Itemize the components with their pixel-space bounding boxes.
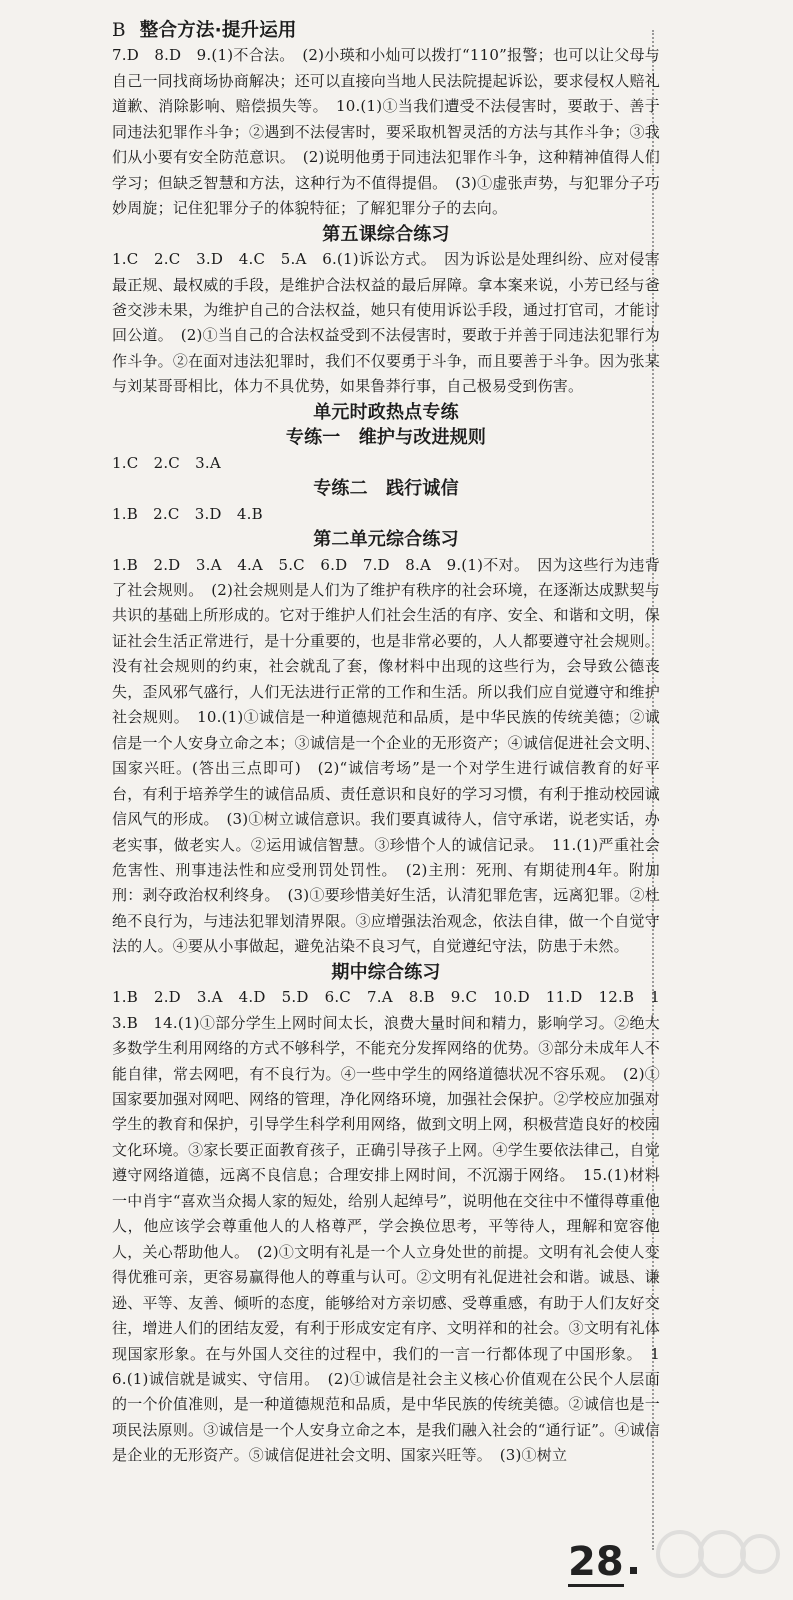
answer-paragraph: 1.B 2.D 3.A 4.A 5.C 6.D 7.D 8.A 9.(1)不对。 因为这些行为违背了社会规则。 (2)社会规则是人们为了维护有秩序的社会环境，在逐渐达成默契与共识的基础上所形成的。它对于维护人们社会生活的有序、安全、和谐和文明，保证社会生活正常进行，是十分重要的，也是非常必要的，人人都要遵守社会规则。没有社会规则的约束，社会就乱了套，像材料中出现的这些行为，会导致公德丧失，歪风邪气盛行，人们无法进行正常的工作和生活。所以我们应自觉遵守和维护社会规则。 10.(1)①诚信是一种道德规范和品质，是中华民族的传统美德；②诚信是一个人安身立命之本；③诚信是一个企业的无形资产；④诚信促进社会文明、国家兴旺。(答出三点即可) (2)“诚信考场”是一个对学生进行诚信教育的好平台，有利于培养学生的诚信品质、责任意识和良好的学习习惯，有利于推动校园诚信风气的形成。 (3)①树立诚信意识。我们要真诚待人，信守承诺，说老实话，办老实事，做老实人。②运用诚信智慧。③珍惜个人的诚信记录。 11.(1)严重社会危害性、刑事违法性和应受刑罚处罚性。 (2)主刑：死刑、有期徒刑4年。附加刑：剥夺政治权利终身。 (3)①要珍惜美好生活，认清犯罪危害，远离犯罪。②杜绝不良行为，与违法犯罪划清界限。③应增强法治观念，依法自律，做一个自觉守法的人。④要从小事做起，避免沾染不良习气，自觉遵纪守法，防患于未然。 <box>112 555 660 956</box>
section-heading <box>112 18 660 43</box>
page-footer <box>568 1540 637 1587</box>
exercise-title: 第五课综合练习 <box>322 223 450 245</box>
page-number: 28 <box>568 1539 624 1585</box>
exercise-title: 专练一 维护与改进规则 <box>285 427 487 449</box>
exercise-title: 单元时政热点专练 <box>313 401 459 423</box>
section-letter: B <box>112 20 126 41</box>
watermark-logo <box>652 1528 782 1588</box>
answer-blocks <box>112 43 660 1468</box>
exercise-title: 专练二 践行诚信 <box>313 478 459 500</box>
answer-paragraph: 1.B 2.C 3.D 4.B <box>112 504 263 523</box>
dot-mark <box>630 1567 637 1574</box>
exercise-title: 期中综合练习 <box>331 961 441 983</box>
answer-paragraph: 7.D 8.D 9.(1)不合法。 (2)小瑛和小灿可以拨打“110”报警；也可以让父母与自己一同找商场协商解决；还可以直接向当地人民法院提起诉讼，要求侵权人赔礼道歉、消除影响、赔偿损失等。 10.(1)①当我们遭受不法侵害时，要敢于、善于同违法犯罪作斗争；②遇到不法侵害时，要采取机智灵活的方法与其作斗争；③我们从小要有安全防范意识。 (2)说明他勇于同违法犯罪作斗争，这种精神值得人们学习；但缺乏智慧和方法，这种行为不值得提倡。 (3)①虚张声势，与犯罪分子巧妙周旋；记住犯罪分子的体貌特征；了解犯罪分子的去向。 <box>112 46 660 218</box>
answer-paragraph: 1.C 2.C 3.A <box>112 453 221 472</box>
exercise-title: 第二单元综合练习 <box>313 529 459 551</box>
section-title: 整合方法·提升运用 <box>139 20 297 41</box>
answer-paragraph: 1.B 2.D 3.A 4.D 5.D 6.C 7.A 8.B 9.C 10.D 11.D 12.B 13.B 14.(1)①部分学生上网时间太长，浪费大量时间和精力，影响学习。②绝大多数学生利用网络的方式不够科学，不能充分发挥网络的优势。③部分未成年人不能自律，常去网吧，有不良行为。④一些中学生的网络道德状况不容乐观。 (2)①国家要加强对网吧、网络的管理，净化网络环境，加强社会保护。②学校应加强对学生的教育和保护，引导学生科学利用网络，做到文明上网，积极营造良好的校园文化环境。③家长要正面教育孩子，正确引导孩子上网。④学生要依法律己，自觉遵守网络道德，远离不良信息；合理安排上网时间，不沉溺于网络。 15.(1)材料一中肖宇“喜欢当众揭人家的短处，给别人起绰号”，说明他在交往中不懂得尊重他人，他应该学会尊重他人的人格尊严，学会换位思考，平等待人，理解和宽容他人，关心帮助他人。 (2)①文明有礼是一个人立身处世的前提。文明有礼会使人变得优雅可亲，更容易赢得他人的尊重与认可。②文明有礼促进社会和谐。诚恳、谦逊、平等、友善、倾听的态度，能够给对方亲切感、受尊重感，有助于人们友好交往，增进人们的团结友爱，有利于形成安定有序、文明祥和的社会。③文明有礼体现国家形象。在与外国人交往的过程中，我们的一言一行都体现了中国形象。 16.(1)诚信就是诚实、守信用。 (2)①诚信是社会主义核心价值观在公民个人层面的一个价值准则，是一种道德规范和品质，是中华民族的传统美德。②诚信也是一项民法原则。③诚信是一个人安身立命之本，是我们融入社会的“通行证”。④诚信是企业的无形资产。⑤诚信促进社会文明、国家兴旺等。 (3)①树立 <box>112 988 660 1465</box>
answer-paragraph: 1.C 2.C 3.D 4.C 5.A 6.(1)诉讼方式。 因为诉讼是处理纠纷、应对侵害最正规、最权威的手段，是维护合法权益的最后屏障。拿本案来说，小芳已经与爸爸交涉未果，为维护自己的合法权益，她只有使用诉讼手段，通过打官司，才能讨回公道。 (2)①当自己的合法权益受到不法侵害时，要敢于并善于同违法犯罪行为作斗争。②在面对违法犯罪时，我们不仅要勇于斗争，而且要善于斗争。因为张某与刘某哥哥相比，体力不具优势，如果鲁莽行事，自己极易受到伤害。 <box>112 250 660 396</box>
answer-page <box>112 18 660 1469</box>
